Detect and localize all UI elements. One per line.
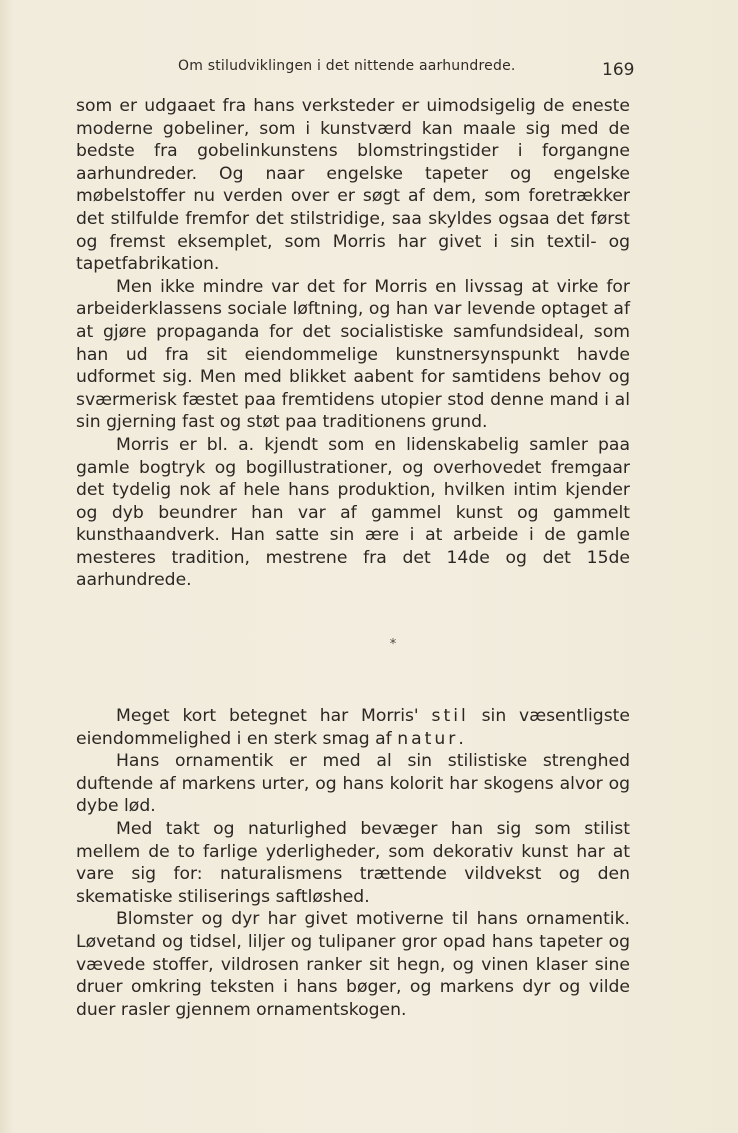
paragraph: Men ikke mindre var det for Morris en livssag at virke for arbeiderklassens sociale løftning, og han var levende optaget af at gjøre propaganda for det socialistiske samfundsideal, som han ud fra sit eiendommelige kunstnersynspunkt havde udformet sig. Men med blikket aabent for samtidens behov og sværmerisk fæstet paa fremtidens utopier stod denne mand i al sin gjerning fast og støt paa traditionens grund.: [76, 276, 630, 433]
paragraph: Hans ornamentik er med al sin stilistiske strenghed duftende af markens urter, og hans kolorit har skogens alvor og dybe lød.: [76, 751, 630, 817]
paragraph: Blomster og dyr har givet motiverne til hans ornamentik. Løvetand og tidsel, liljer og tulipaner gror opad hans tapeter og vævede stoffer, vildrosen ranker sit hegn, og vinen klaser sine druer omkring teksten i hans bøger, og markens dyr og vilde duer rasler gjennem ornamentskogen.: [76, 909, 630, 1020]
page-number: 169: [602, 60, 635, 80]
text-run: sin væsentligste eiendommelighed i en sterk smag af: [76, 706, 630, 749]
running-title: Om stiludviklingen i det nittende aarhundrede.: [178, 58, 516, 74]
paragraph: Morris er bl. a. kjendt som en lidenskabelig samler paa gamle bogtryk og bogillustrationer, og overhovedet fremgaar det tydelig nok af hele hans produktion, hvilken intim kjender og dyb beundrer han var af gammel kunst og gammelt kunsthaandverk. Han satte sin ære i at arbeide i de gamle mesteres tradition, mestrene fra det 14de og det 15de aarhundrede.: [76, 434, 630, 591]
paragraph-continued: som er udgaaet fra hans verksteder er uimodsigelig de eneste moderne gobeliner, som i kunstværd kan maale sig med de bedste fra gobelinkunstens blomstringstider i forgangne aarhundreder. Og naar engelske tapeter og engelske møbelstoffer nu verden over er søgt af dem, som foretrækker det stilfulde fremfor det stilstridige, saa skyldes ogsaa det først og fremst eksemplet, som Morris har givet i sin textil- og tapetfabrikation.: [76, 96, 630, 275]
text-section-1: [76, 95, 630, 592]
paragraph: Med takt og naturlighed bevæger han sig som stilist mellem de to farlige yderligheder, som dekorativ kunst har at vare sig for: naturalismens trættende vildvekst og den skematiske stiliserings saftløshed.: [76, 818, 630, 907]
text-run: Meget kort betegnet har Morris': [116, 706, 432, 726]
paragraph-intro: [76, 705, 630, 750]
section-divider-asterisk: *: [389, 637, 397, 652]
emphasis-stil: stil: [431, 706, 469, 726]
emphasis-natur: natur: [397, 728, 459, 749]
text-section-2: [76, 705, 630, 1021]
text-run: .: [458, 728, 464, 749]
